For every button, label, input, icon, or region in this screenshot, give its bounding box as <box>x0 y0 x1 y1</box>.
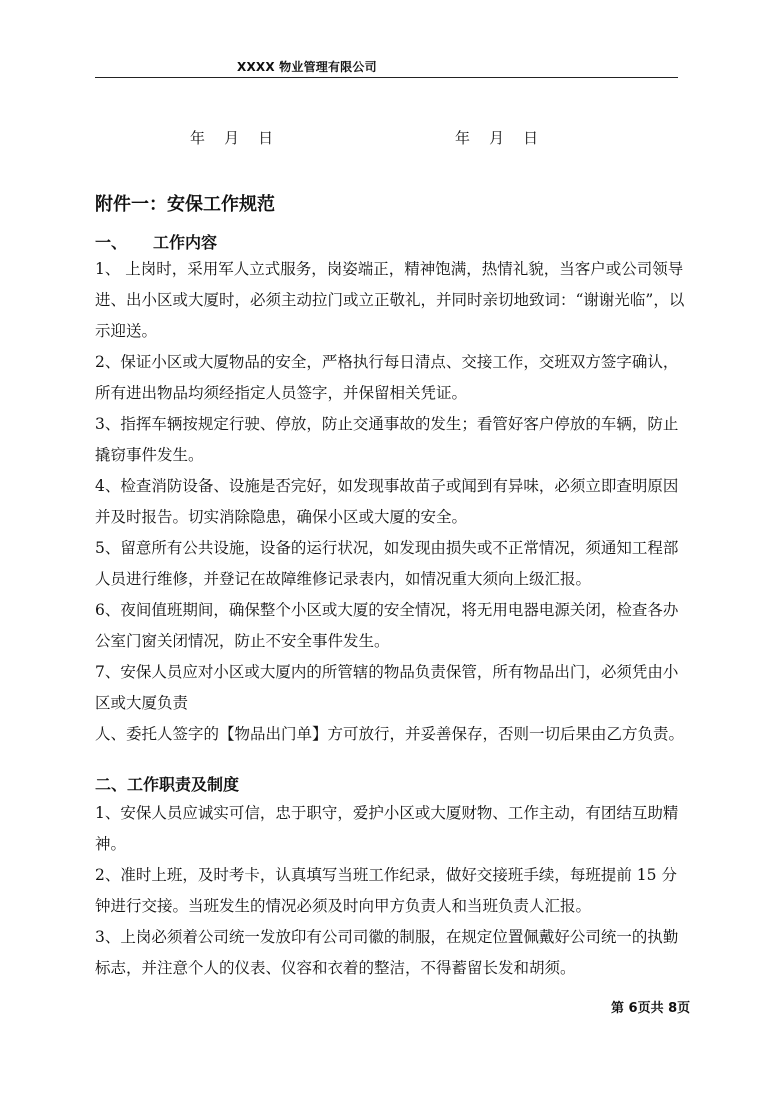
date-right: 年 月 日 <box>455 129 539 147</box>
paragraph: 5、留意所有公共设施，设备的运行状况，如发现由损失或不正常情况，须通知工程部人员进行维修，并登记在故障维修记录表内，如情况重大须向上级汇报。 <box>95 539 679 588</box>
section-number: 一、 <box>95 233 128 252</box>
paragraph: 3、指挥车辆按规定行驶、停放，防止交通事故的发生；看管好客户停放的车辆，防止撬窃事件发生。 <box>95 415 679 464</box>
paragraph: 1、 上岗时，采用军人立式服务，岗姿端正，精神饱满，热情礼貌，当客户或公司领导进、出小区或大厦时，必须主动拉门或立正敬礼，并同时亲切地致词：“谢谢光临”，以示迎送。 <box>95 260 685 340</box>
section-heading-2: 二、工作职责及制度 <box>95 775 240 794</box>
section-heading-1 <box>95 230 217 253</box>
date-left: 年 月 日 <box>190 129 274 147</box>
paragraph: 6、夜间值班期间，确保整个小区或大厦的安全情况，将无用电器电源关闭，检查各办公室门窗关闭情况，防止不安全事件发生。 <box>95 601 679 650</box>
paragraph: 人、委托人签字的【物品出门单】方可放行，并妥善保存，否则一切后果由乙方负责。 <box>95 725 685 743</box>
paragraph: 2、保证小区或大厦物品的安全，严格执行每日清点、交接工作，交班双方签字确认，所有进出物品均须经指定人员签字，并保留相关凭证。 <box>95 353 679 402</box>
paragraph: 7、安保人员应对小区或大厦内的所管辖的物品负责保管，所有物品出门，必须凭由小区或大厦负责 <box>95 663 679 712</box>
page-number: 第 6页共 8页 <box>611 1001 691 1016</box>
paragraph: 3、上岗必须着公司统一发放印有公司司徽的制服，在规定位置佩戴好公司统一的执勤标志，并注意个人的仪表、仪容和衣着的整洁，不得蓄留长发和胡须。 <box>95 928 679 977</box>
paragraph: 4、检查消防设备、设施是否完好，如发现事故苗子或闻到有异味，必须立即查明原因并及时报告。切实消除隐患，确保小区或大厦的安全。 <box>95 477 679 526</box>
section-2-body <box>95 798 685 984</box>
section-title: 工作内容 <box>153 233 218 252</box>
company-header: XXXX 物业管理有限公司 <box>237 60 377 74</box>
header-divider <box>95 77 678 78</box>
paragraph: 2、准时上班，及时考卡，认真填写当班工作纪录，做好交接班手续，每班提前 15 分钟进行交接。当班发生的情况必须及时向甲方负责人和当班负责人汇报。 <box>95 866 677 915</box>
attachment-title: 附件一：安保工作规范 <box>95 194 275 215</box>
section-1-body <box>95 254 685 750</box>
paragraph: 1、安保人员应诚实可信，忠于职守，爱护小区或大厦财物、工作主动，有团结互助精神。 <box>95 804 679 853</box>
